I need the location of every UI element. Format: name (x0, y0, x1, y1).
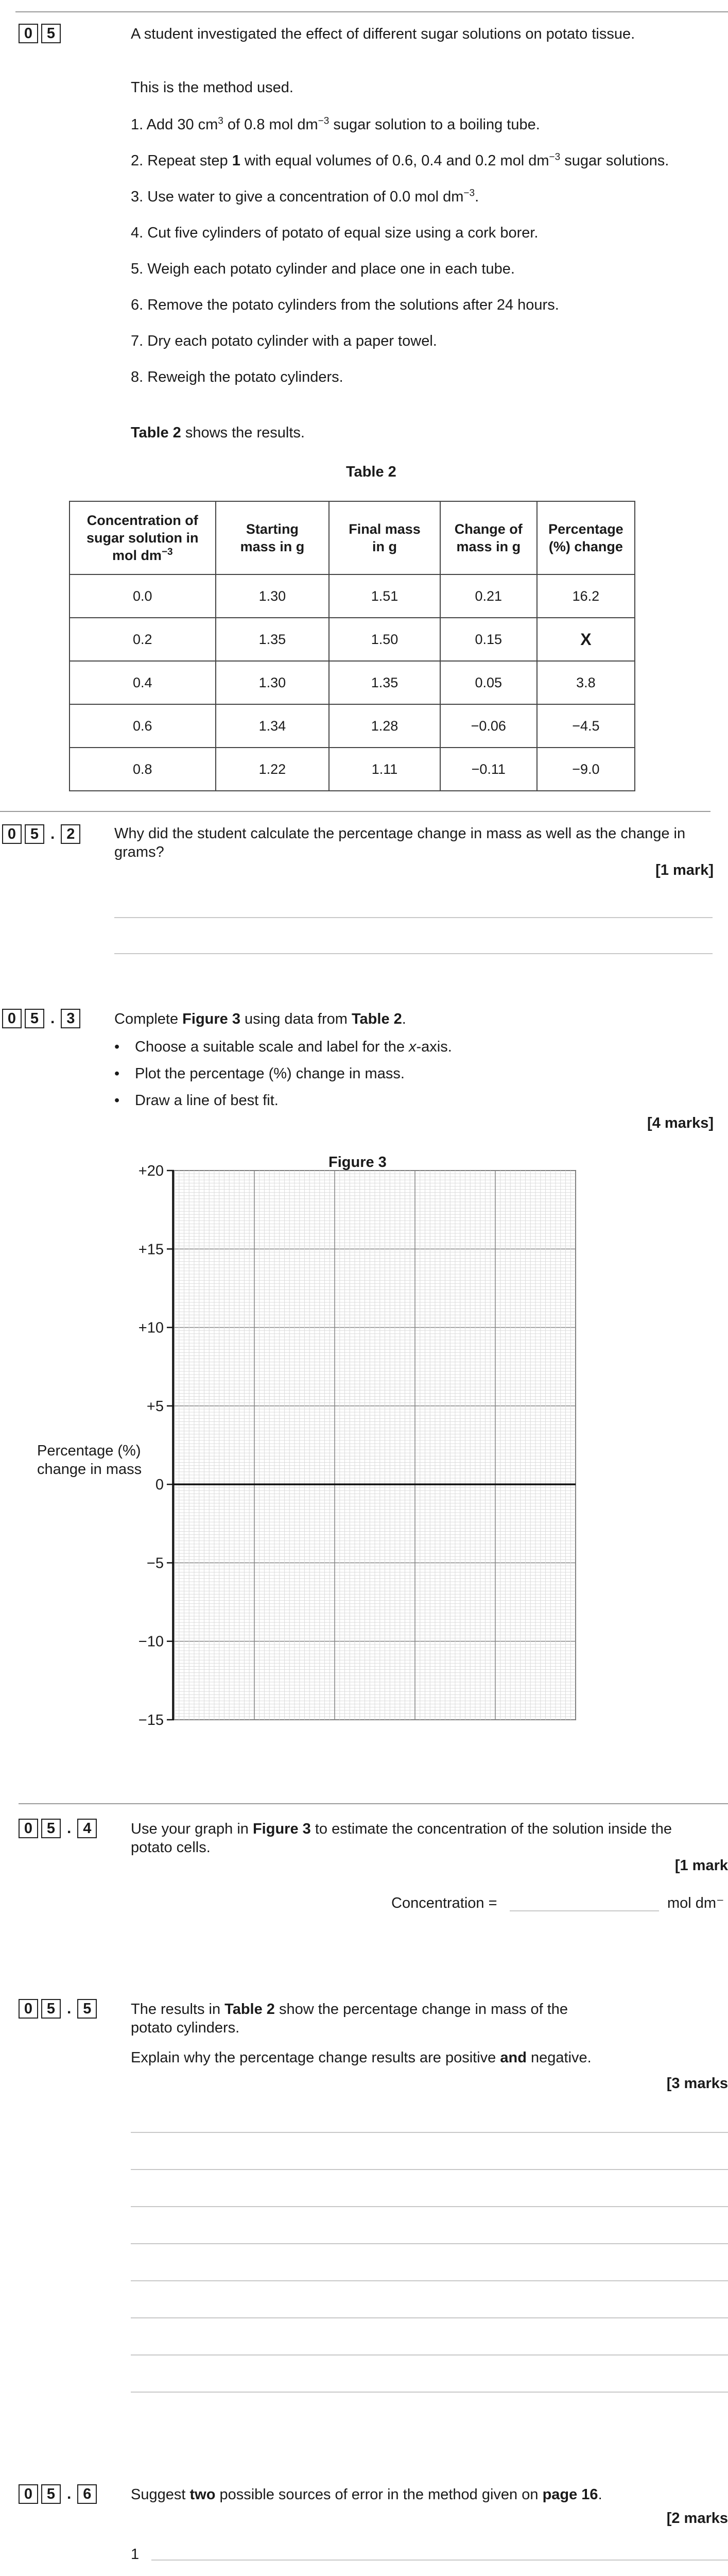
table-cell: −0.06 (440, 704, 537, 748)
answer-line[interactable] (131, 2243, 728, 2244)
q05-4-text: Use your graph in Figure 3 to estimate the concentration of the solution inside the potato cells. (131, 1821, 672, 1856)
method-step: 8. Reweigh the potato cylinders. (131, 369, 343, 385)
table-cell: 1.30 (216, 661, 330, 704)
table-cell: 1.51 (329, 574, 440, 618)
figure-title: Figure 3 (328, 1154, 387, 1171)
qnum-box-3: 5 (77, 1999, 97, 2019)
error-label-1: 1 (131, 2546, 140, 2563)
grid-lines (167, 1171, 576, 1720)
table-cell-x: X (537, 618, 635, 661)
bullet-item: • Plot the percentage (%) change in mass. (114, 1065, 681, 1092)
table-row (70, 618, 635, 661)
table-cell: 3.8 (537, 661, 635, 704)
method-step: 2. Repeat step 1 with equal volumes of 0.6, 0.4 and 0.2 mol $dm^{-3}$ sugar solutions. (131, 151, 669, 169)
results-table (69, 501, 635, 791)
qnum-box-1: 0 (19, 24, 38, 43)
table-cell: 0.2 (70, 618, 216, 661)
answer-line[interactable] (131, 2206, 728, 2207)
qnum-box-1: 0 (19, 1999, 38, 2019)
qnum-box-2: 5 (41, 1819, 61, 1838)
table-reference: Table 2 shows the results. (131, 425, 305, 441)
y-tick-labels (138, 1164, 164, 1728)
table-cell: 1.34 (216, 704, 330, 748)
col-header-percentage: Percentage (%) change (537, 501, 635, 574)
y-tick-label: −10 (138, 1633, 164, 1650)
y-tick-label: −5 (146, 1555, 164, 1572)
method-step: 3. Use water to give a concentration of 0.0 mol $dm^{-3}$. (131, 188, 479, 205)
concentration-label: Concentration = (391, 1895, 497, 1911)
answer-line[interactable] (131, 2132, 728, 2133)
q05-intro: A student investigated the effect of different sugar solutions on potato tissue. (131, 26, 635, 42)
qnum-box-2: 5 (41, 1999, 61, 2019)
q05-3-text: Complete Figure 3 using data from Table 2. (114, 1011, 406, 1027)
table-cell: 16.2 (537, 574, 635, 618)
qnum-box-3: 6 (77, 2484, 97, 2504)
table-cell: 1.35 (329, 661, 440, 704)
qnum-box-1: 0 (2, 824, 22, 844)
table-cell: 1.50 (329, 618, 440, 661)
table-row (70, 748, 635, 791)
q05-5-explain: Explain why the percentage change results are positive and negative. (131, 2049, 592, 2066)
q05-6-text: Suggest two possible sources of error in the method given on page 16. (131, 2486, 602, 2503)
concentration-answer-line[interactable] (510, 1910, 659, 1911)
q05-2-marks: [1 mark] (655, 862, 714, 878)
table-cell: 1.30 (216, 574, 330, 618)
qnum-dot: . (50, 1010, 55, 1027)
qnum-box-1: 0 (19, 1819, 38, 1838)
top-rule (15, 11, 728, 12)
answer-line[interactable] (131, 2169, 728, 2170)
table-cell: −4.5 (537, 704, 635, 748)
q05-2-text: Why did the student calculate the percentage change in mass as well as the change in grams? (114, 825, 686, 860)
y-tick-label: +5 (146, 1398, 164, 1415)
table-cell: 0.4 (70, 661, 216, 704)
qnum-box-1: 0 (19, 2484, 38, 2504)
table-cell: 0.6 (70, 704, 216, 748)
table-cell: 0.21 (440, 574, 537, 618)
table-cell: 1.28 (329, 704, 440, 748)
table-cell: 1.35 (216, 618, 330, 661)
answer-line[interactable] (131, 2354, 728, 2355)
answer-line[interactable] (114, 953, 713, 954)
answer-line[interactable] (151, 2560, 728, 2561)
table-header-row (70, 501, 635, 574)
question-number-05 (19, 24, 64, 43)
y-tick-label: +20 (138, 1164, 164, 1179)
table-cell: 0.05 (440, 661, 537, 704)
col-header-concentration: Concentration of sugar solution in mol $dm^{-3}$ (70, 501, 216, 574)
y-tick-label: +10 (138, 1319, 164, 1336)
y-tick-label: −15 (138, 1712, 164, 1728)
qnum-box-2: 5 (25, 1009, 44, 1028)
y-tick-label: 0 (155, 1477, 164, 1494)
answer-line[interactable] (131, 2392, 728, 2393)
qnum-box-2: 5 (41, 24, 61, 43)
question-number-05-4 (19, 1819, 100, 1838)
qnum-box-3: 3 (61, 1009, 80, 1028)
question-number-05-3 (2, 1009, 83, 1028)
answer-line[interactable] (114, 917, 713, 918)
table-cell: 0.15 (440, 618, 537, 661)
q05-3-marks: [4 marks] (647, 1115, 714, 1131)
qnum-box-2: 5 (41, 2484, 61, 2504)
q05-6-marks: [2 marks (666, 2510, 728, 2527)
answer-line[interactable] (131, 2280, 728, 2281)
qnum-dot: . (67, 2000, 72, 2017)
qnum-box-3: 4 (77, 1819, 97, 1838)
table-row (70, 661, 635, 704)
method-intro: This is the method used. (131, 79, 293, 96)
method-step: 5. Weigh each potato cylinder and place one in each tube. (131, 261, 515, 277)
table-cell: −0.11 (440, 748, 537, 791)
section-rule (0, 811, 710, 812)
table-row (70, 574, 635, 618)
method-step: 6. Remove the potato cylinders from the solutions after 24 hours. (131, 297, 559, 313)
table-title: Table 2 (346, 464, 396, 480)
col-header-change-mass: Change of mass in g (440, 501, 537, 574)
method-step: 1. Add 30 $cm^3$ of 0.8 mol $dm^{-3}$ sugar solution to a boiling tube. (131, 115, 540, 133)
question-number-05-5 (19, 1999, 100, 2019)
col-header-starting-mass: Starting mass in g (216, 501, 330, 574)
qnum-box-3: 2 (61, 824, 80, 844)
table-row (70, 704, 635, 748)
section-rule (19, 1803, 728, 1804)
method-step: 4. Cut five cylinders of potato of equal size using a cork borer. (131, 225, 539, 241)
qnum-dot: . (50, 825, 55, 842)
qnum-box-1: 0 (2, 1009, 22, 1028)
qnum-box-2: 5 (25, 824, 44, 844)
bullet-item: • Choose a suitable scale and label for the x-axis. (114, 1039, 681, 1065)
table-cell: −9.0 (537, 748, 635, 791)
concentration-unit: mol dm⁻ (667, 1895, 724, 1911)
method-steps (131, 116, 718, 405)
qnum-dot: . (67, 2485, 72, 2502)
y-tick-label: +15 (138, 1241, 164, 1258)
graph-paper[interactable] (0, 1164, 728, 1752)
method-step: 7. Dry each potato cylinder with a paper towel. (131, 333, 437, 349)
question-number-05-6 (19, 2484, 100, 2504)
table-cell: 0.8 (70, 748, 216, 791)
table-cell: 1.22 (216, 748, 330, 791)
qnum-dot: . (67, 1820, 72, 1837)
table-cell: 1.11 (329, 748, 440, 791)
answer-line[interactable] (131, 2317, 728, 2318)
q05-5-text: The results in Table 2 show the percentage change in mass of the potato cylinders. (131, 2001, 568, 2036)
question-number-05-2 (2, 824, 83, 844)
col-header-final-mass: Final mass in g (329, 501, 440, 574)
bullet-item: • Draw a line of best fit. (114, 1092, 681, 1119)
y-axis-label: Percentage (%) change in mass (37, 1443, 142, 1478)
q05-5-marks: [3 marks (666, 2075, 728, 2092)
q05-4-marks: [1 mark (674, 1857, 728, 1874)
table-cell: 0.0 (70, 574, 216, 618)
q05-3-bullets (114, 1039, 681, 1119)
